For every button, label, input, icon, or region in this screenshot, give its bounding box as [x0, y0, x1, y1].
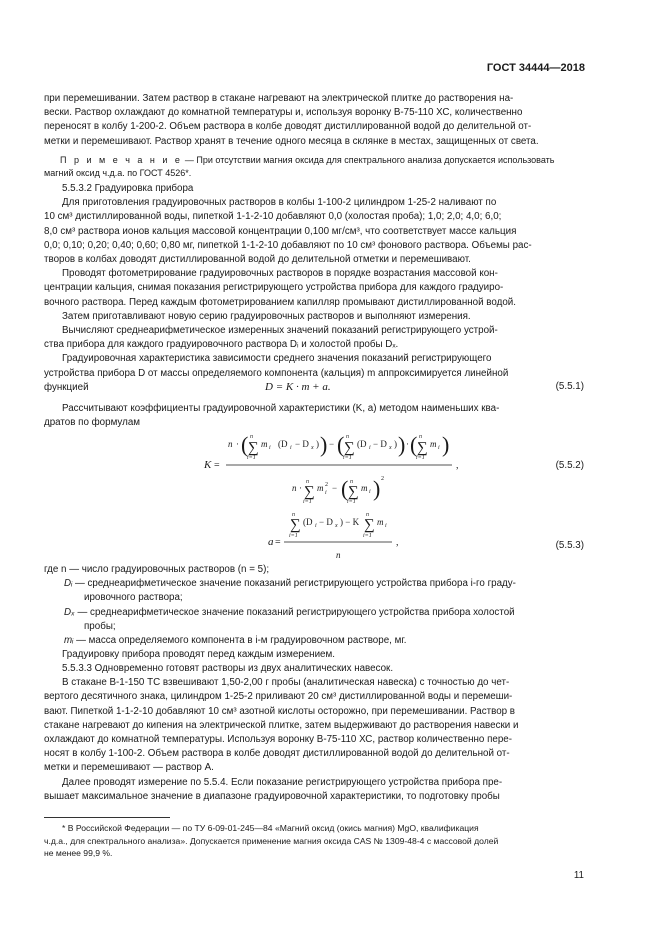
- variable-definitions: [44, 563, 584, 662]
- text-line: ства прибора для каждого градуировочного раствора Dᵢ и холостой пробы Dₓ.: [44, 339, 399, 351]
- svg-text:n: n: [346, 434, 349, 440]
- footnote-divider: [44, 817, 170, 818]
- svg-text:− D: − D: [319, 517, 333, 527]
- svg-text:∑: ∑: [304, 484, 315, 500]
- n-definition: где n — число градуировочных растворов (n = 5);: [44, 564, 270, 575]
- svg-text:m: m: [317, 483, 324, 493]
- svg-text:n: n: [228, 439, 233, 449]
- svg-text:i: i: [369, 489, 371, 495]
- variable-symbol: mᵢ: [64, 635, 74, 647]
- svg-text:n: n: [306, 479, 309, 485]
- text-line: Рассчитывают коэффициенты градуировочной характеристики (K, a) методом наименьших ква-: [62, 403, 500, 414]
- text-line: творов в колбах доводят дистиллированной водой до делительной отметки и перемешивают.: [44, 254, 471, 266]
- svg-text:−: −: [329, 439, 335, 449]
- svg-text:i=1: i=1: [347, 499, 356, 505]
- text-line: Затем приготавливают новую серию градуировочных растворов и выполняют измерения.: [62, 310, 471, 322]
- svg-text:n: n: [292, 483, 297, 493]
- text-line: 10 см³ дистиллированной воды, пипеткой 1-1-2-10 добавляют 0,0 (холостая проба); 1,0; 2,0; 4,0; 6,0;: [44, 211, 502, 223]
- text-line: В стакане В-1-150 ТС взвешивают 1,50-2,00 г пробы (аналитическая навеска) с точностью до чет-: [62, 677, 510, 689]
- text-line: метки и перемешивают — раствор А.: [44, 762, 214, 774]
- svg-text:n: n: [366, 512, 369, 518]
- svg-text:2: 2: [381, 476, 384, 482]
- svg-text:x: x: [335, 523, 338, 529]
- svg-text:∑: ∑: [417, 440, 428, 456]
- svg-text:): ): [398, 432, 406, 457]
- svg-text:∑: ∑: [344, 440, 355, 456]
- svg-text:n: n: [419, 434, 422, 440]
- svg-text:i: i: [290, 445, 292, 451]
- svg-text:=: =: [275, 537, 281, 548]
- svg-text:i: i: [325, 490, 327, 496]
- text-line: дратов по формулам: [44, 417, 141, 429]
- text-line: при перемешивании. Затем раствор в стакане нагревают на электрической плитке до растворения на-: [44, 93, 514, 104]
- equation-5-5-3: [262, 508, 412, 568]
- variable-symbol: Dₓ: [64, 606, 75, 618]
- svg-text:(D: (D: [357, 439, 367, 449]
- equation-number: (5.5.3): [555, 540, 584, 551]
- svg-text:i: i: [385, 523, 387, 529]
- equation-number: (5.5.2): [555, 460, 584, 471]
- svg-text:·: ·: [406, 439, 409, 449]
- note-text: — При отсутствии магния оксида для спектрального анализа допускается использовать: [182, 155, 555, 165]
- svg-text:∑: ∑: [290, 517, 301, 533]
- note-block: [44, 154, 584, 180]
- equation-5-5-1: D = K · m + a.: [265, 381, 331, 393]
- text-line: Далее проводят измерение по 5.5.4. Если показание регистрирующего устройства прибора пре-: [62, 776, 503, 788]
- svg-text:i=1: i=1: [247, 455, 256, 461]
- svg-text:(: (: [241, 432, 249, 457]
- text-line: устройства прибора D от массы определяемого компонента (кальция) m аппроксимируется линейной: [44, 367, 509, 379]
- text-line: вышает максимальное значение в диапазоне градуировочной характеристики, то подготовку пробы: [44, 790, 500, 802]
- svg-text:): ): [373, 476, 381, 501]
- svg-text:,: ,: [396, 537, 399, 548]
- svg-text:(D: (D: [278, 439, 288, 449]
- variable-symbol: Dᵢ: [64, 578, 73, 590]
- svg-text:n: n: [350, 479, 353, 485]
- footnote-line: ч.д.а., для спектрального анализа». Допускается применение магния оксида CAS № 1309-48-4 с массовой долей: [44, 835, 499, 846]
- svg-text:n: n: [336, 550, 341, 560]
- text-line: вески. Раствор охлаждают до комнатной температуры и, используя воронку В-75-110 ХС, количественно: [44, 107, 523, 119]
- section-5-5-3-3: [44, 662, 584, 804]
- text-line: Градуировочная характеристика зависимости среднего значения показаний регистрирующего: [62, 353, 492, 365]
- text-line: переносят в колбу 1-200-2. Объем раствора в колбе доводят дистиллированной водой до делительной от-: [44, 121, 532, 133]
- text-line: Для приготовления градуировочных растворов в колбы 1-100-2 цилиндром 1-25-2 наливают по: [62, 197, 497, 209]
- document-code-header: ГОСТ 34444—2018: [486, 62, 585, 74]
- svg-text:K: K: [204, 459, 212, 471]
- text-line: стакане нагревают до кипения на электрической плитке, затем выдерживают до растворения навески и: [44, 719, 519, 731]
- svg-text:m: m: [261, 439, 268, 449]
- footnote: [44, 822, 584, 860]
- variable-description: — среднеарифметическое значение показаний регистрирующего устройства прибора холостой: [74, 606, 515, 618]
- text-line: охлаждают до комнатной температуры. Используя воронку В-75-110 ХС, раствор количественно пере-: [44, 734, 513, 746]
- variable-description: — среднеарифметическое значение показаний регистрирующего устройства прибора i-го граду-: [72, 578, 516, 590]
- text-line: 0,0; 0,10; 0,20; 0,40; 0,60; 0,80 мг, пипеткой 1-1-2-10 добавляют по 10 см³ фонового раствора. Объемы рас-: [44, 239, 532, 251]
- svg-text:(: (: [410, 432, 418, 457]
- text-line: Градуировку прибора проводят перед каждым измерением.: [62, 649, 335, 661]
- svg-text:n: n: [292, 512, 295, 518]
- svg-text:m: m: [430, 439, 437, 449]
- svg-text:i: i: [269, 445, 271, 451]
- paragraph-least-squares: [44, 402, 584, 430]
- text-line: носят в колбу 1-100-2. Объем раствора в колбе доводят дистиллированной водой до делительной от-: [44, 748, 510, 760]
- equation-number: (5.5.1): [555, 381, 584, 392]
- section-5-5-3-2: [44, 182, 584, 395]
- svg-text:(D: (D: [303, 517, 313, 527]
- text-line: функцией: [44, 381, 89, 393]
- svg-text:∑: ∑: [364, 517, 375, 533]
- svg-text:,: ,: [456, 460, 459, 471]
- text-line: Вычисляют среднеарифметическое измеренных значений показаний регистрирующего устрой-: [62, 325, 498, 337]
- svg-text:a: a: [268, 536, 274, 548]
- svg-text:): ): [442, 432, 450, 457]
- svg-text:·: ·: [299, 483, 302, 493]
- note-label: П р и м е ч а н и е: [60, 155, 183, 165]
- svg-text:i: i: [369, 445, 371, 451]
- svg-text:): ): [316, 439, 319, 449]
- text-line: метки и перемешивают. Раствор хранят в течение одного месяца в склянке в местах, защищенных от света.: [44, 135, 539, 147]
- svg-text:(: (: [337, 432, 345, 457]
- svg-text:− D: − D: [373, 439, 387, 449]
- svg-text:x: x: [389, 445, 392, 451]
- svg-text:2: 2: [325, 482, 328, 488]
- svg-text:i=1: i=1: [363, 533, 372, 539]
- svg-text:): ): [320, 432, 328, 457]
- svg-text:n: n: [250, 434, 253, 440]
- svg-text:=: =: [214, 460, 220, 471]
- paragraph-dissolution: [44, 92, 584, 149]
- page-number: 11: [573, 870, 584, 881]
- text-line: 5.5.3.3 Одновременно готовят растворы из двух аналитических навесок.: [62, 663, 394, 674]
- svg-text:∑: ∑: [348, 484, 359, 500]
- note-text-line2: магний оксид ч.д.а. по ГОСТ 4526*.: [44, 168, 192, 178]
- text-line: 8,0 см³ раствора ионов кальция массовой концентрации 0,100 мг/см³, что соответствует массе кальция: [44, 225, 517, 237]
- text-line: Проводят фотометрирование градуировочных растворов в порядке возрастания массовой кон-: [62, 268, 498, 280]
- svg-text:m: m: [377, 517, 384, 527]
- svg-text:x: x: [311, 445, 314, 451]
- text-line: вочного раствора. Перед каждым фотометрированием капилляр промывают дистиллированной водой.: [44, 296, 516, 308]
- svg-text:i: i: [315, 523, 317, 529]
- svg-text:i=1: i=1: [289, 533, 298, 539]
- text-line: вертого десятичного знака, цилиндром 1-25-2 приливают 20 см³ дистиллированной воды и перемеши-: [44, 691, 513, 703]
- svg-text:(: (: [341, 476, 349, 501]
- svg-text:− D: − D: [295, 439, 309, 449]
- svg-text:i: i: [438, 445, 440, 451]
- svg-text:−: −: [332, 483, 338, 493]
- variable-description-cont: ировочного раствора;: [84, 592, 183, 604]
- svg-text:·: ·: [236, 439, 239, 449]
- svg-text:i=1: i=1: [303, 499, 312, 505]
- text-line: центрации кальция, снимая показания регистрирующего устройства прибора для каждого градуиро-: [44, 282, 504, 294]
- svg-text:i=1: i=1: [343, 455, 352, 461]
- section-title: 5.5.3.2 Градуировка прибора: [62, 183, 194, 194]
- variable-description: — масса определяемого компонента в i-м градуировочном растворе, мг.: [73, 635, 407, 647]
- svg-text:) − K: ) − K: [340, 517, 360, 527]
- footnote-line: не менее 99,9 %.: [44, 848, 113, 858]
- svg-text:i=1: i=1: [416, 455, 425, 461]
- variable-description-cont: пробы;: [84, 620, 116, 632]
- footnote-line: * В Российской Федерации — по ТУ 6-09-01-245—84 «Магний оксид (окись магния) MgO, квалификация: [62, 823, 479, 833]
- svg-text:): ): [394, 439, 397, 449]
- text-line: вают. Пипеткой 1-1-2-10 добавляют 10 см³ азотной кислоты осторожно, при перемешивании. Раствор в: [44, 705, 516, 717]
- svg-text:m: m: [361, 483, 368, 493]
- svg-text:∑: ∑: [248, 440, 259, 456]
